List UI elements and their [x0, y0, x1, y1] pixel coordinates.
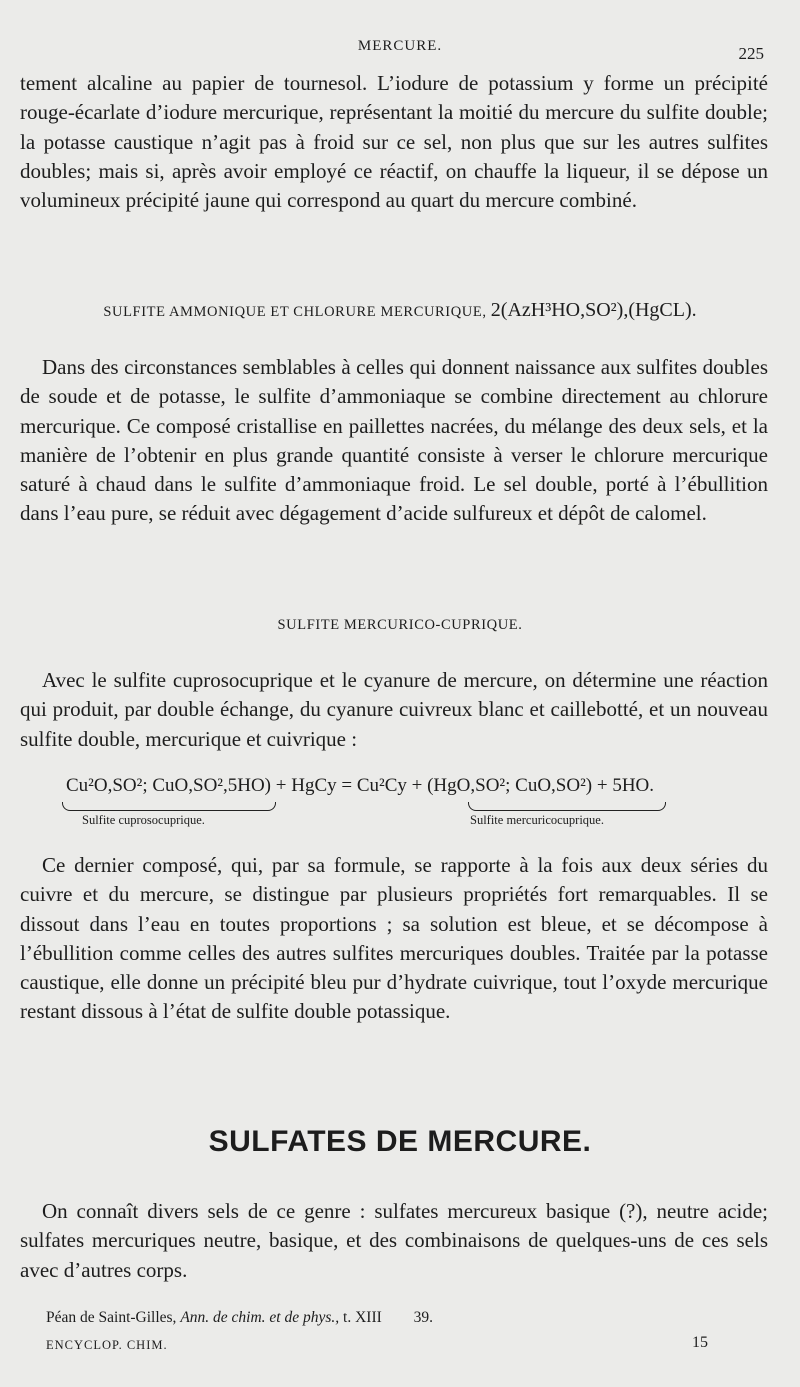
equation-equals: = [341, 775, 353, 796]
section-heading-formula: 2(AzH³HO,SO²),(HgCL). [490, 299, 697, 321]
footnote-reference [46, 1309, 433, 1327]
section-heading-sulfite-mercurico-cuprique: SULFITE MERCURICO-CUPRIQUE. [277, 617, 523, 633]
section-heading-sulfite-ammonique [0, 299, 800, 322]
footnote-author: Péan de Saint-Gilles, [46, 1309, 177, 1326]
equation-left-term: Cu²O,SO²; CuO,SO²,5HO) [66, 775, 272, 796]
section-heading-text: SULFITE AMMONIQUE ET CHLORURE MERCURIQUE, [103, 304, 487, 320]
footnote-volume: t. XIII [343, 1309, 382, 1326]
paragraph-properties: Ce dernier composé, qui, par sa formule, se rapporte à la fois aux deux séries du cuivre et du mercure, se distingue par plusieurs propriétés fort remarquables. Il se dissout dans l’eau en toutes proportions ; sa solution est bleue, et se décompose à l’ébullition comme celles des autres sulfites mercuriques doubles. Traitée par la potasse caustique, elle donne un précipité bleu pur d’hydrate cuivrique, tout l’oxyde mercurique restant dissous à l’état de sulfite double potassique. [20, 853, 768, 1024]
equation-product-2: (HgO,SO²; CuO,SO²) [427, 775, 593, 796]
printer-signature-number: 15 [692, 1334, 708, 1351]
paragraph-ammonium-sulfite: Dans des circonstances semblables à celles qui donnent naissance aux sulfites doubles de soude et de potasse, le sulfite d’ammoniaque se combine directement au chlorure mercurique. Ce composé cristallise en paillettes nacrées, du mélange des deux sels, et la manière de l’obtenir en plus grande quantité consiste à verser le chlorure mercurique saturé à chaud dans le sulfite d’ammoniaque froid. Le sel double, porté à l’ébullition dans l’eau pure, se réduit avec dégagement d’acide sulfureux et dépôt de calomel. [20, 355, 768, 526]
printer-signature-ref: ENCYCLOP. CHIM. [46, 1338, 168, 1352]
equation-product-1: Cu²Cy [356, 775, 407, 796]
chemical-equation [66, 775, 766, 797]
footnote-journal: Ann. de chim. et de phys., [180, 1309, 340, 1326]
label-sulfite-mercuricocuprique: Sulfite mercuricocuprique. [470, 813, 604, 827]
equation-plus: + [411, 775, 423, 796]
page-number: 225 [738, 44, 764, 63]
running-title: MERCURE. [357, 38, 443, 54]
chapter-title: SULFATES DE MERCURE. [208, 1125, 592, 1158]
paragraph-reaction-intro: Avec le sulfite cuprosocuprique et le cyanure de mercure, on détermine une réaction qui produit, par double échange, du cyanure cuivreux blanc et caillebotté, et un nouveau sulfite double, mercurique et cuivrique : [20, 668, 768, 751]
brace-left [62, 802, 276, 811]
footnote-year: 39. [413, 1309, 434, 1326]
equation-water: + 5HO. [596, 775, 655, 796]
equation-reagent: + HgCy [275, 775, 337, 796]
brace-right [468, 802, 666, 811]
paragraph-sulfates-intro: On connaît divers sels de ce genre : sulfates mercureux basique (?), neutre acide; sulfates mercuriques neutre, basique, et des combinaisons de quelques-uns de ces sels avec d’autres corps. [20, 1199, 768, 1282]
paragraph-continuation: tement alcaline au papier de tournesol. L’iodure de potassium y forme un précipité rouge-écarlate d’iodure mercurique, représentant la moitié du mercure du sulfite double; la potasse caustique n’agit pas à froid sur ce sel, non plus que sur les autres sulfites doubles; mais si, après avoir employé ce réactif, on chauffe la liqueur, il se dépose un volumineux précipité jaune qui correspond au quart du mercure combiné. [20, 71, 768, 213]
label-sulfite-cuprosocuprique: Sulfite cuprosocuprique. [82, 813, 205, 827]
